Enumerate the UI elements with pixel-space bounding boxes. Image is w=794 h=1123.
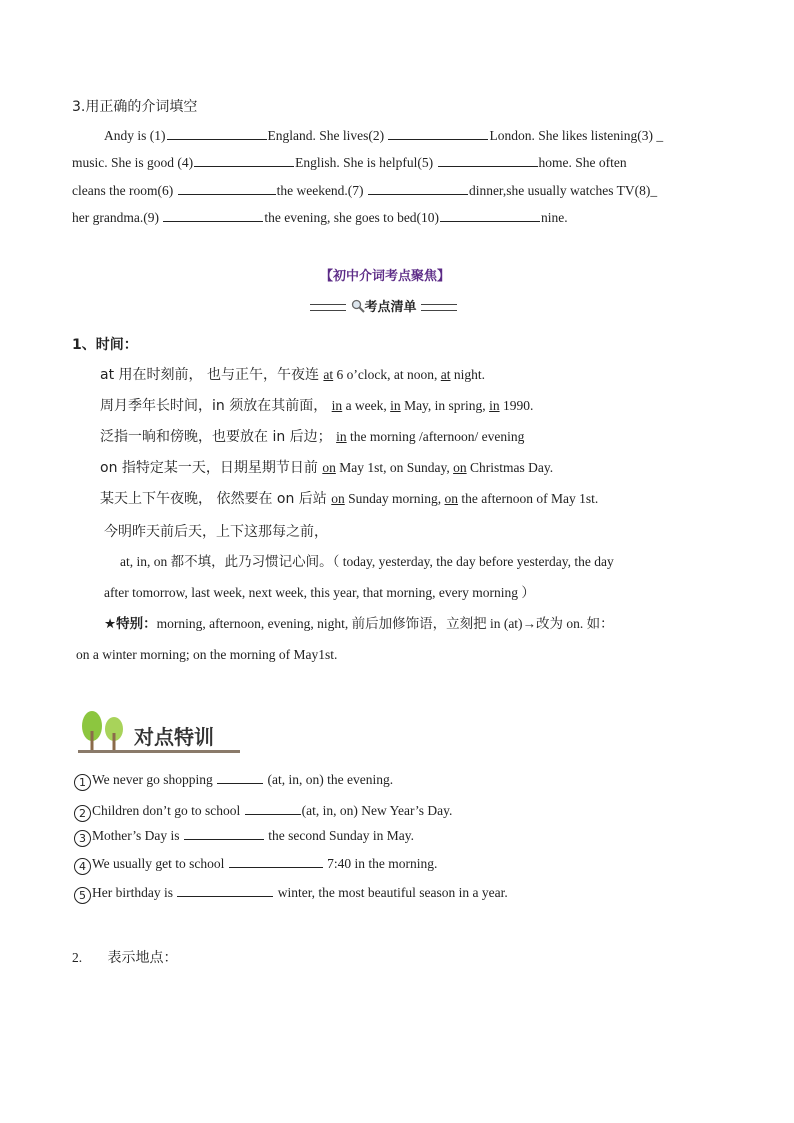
blank-2[interactable] (388, 128, 488, 140)
subtitle-text: 考点清单 (364, 300, 417, 315)
text: 6 o’clock, at noon, (333, 367, 441, 382)
blank-10[interactable] (440, 210, 540, 222)
training-item (74, 802, 452, 822)
prep: on (453, 460, 467, 475)
text: home. She often (538, 155, 627, 170)
rule-text: on 指特定某一天，日期星期节日前 (100, 460, 323, 476)
text: We never go shopping (92, 772, 217, 787)
training-item (74, 884, 508, 904)
text: a week, (342, 398, 391, 413)
divider (421, 304, 457, 311)
text: night. (450, 367, 486, 382)
section-subtitle (310, 296, 457, 317)
rule-text: 今明昨天前后天，上下这那每之前， (104, 524, 328, 540)
section-text: 表示地点： (107, 950, 178, 966)
text: May 1st, on Sunday, (335, 460, 454, 475)
rule-text: at 用在时刻前， 也与正午，午夜连 (100, 367, 324, 383)
exercise-line-1 (104, 127, 663, 145)
time-heading: 1、时间： (72, 337, 138, 353)
special-note (104, 615, 614, 633)
training-title: 对点特训 (134, 725, 214, 749)
training-item (74, 827, 414, 847)
item-number: 5 (74, 887, 91, 904)
magnifier-icon (351, 299, 365, 317)
rule-text: after tomorrow, last week, next week, this year, that morning, every morning ） (104, 585, 535, 600)
text: the weekend.(7) (276, 183, 367, 198)
text: music. She is good (4) (72, 155, 194, 170)
text: dinner,she usually watches TV(8)_ (468, 183, 658, 198)
exercise-line-4 (72, 209, 568, 227)
rule-text: 周月季年长时间，in 须放在其前面， (100, 398, 332, 414)
prep: in (390, 398, 401, 413)
text: (at, in, on) the evening. (264, 772, 394, 787)
text: the second Sunday in May. (264, 828, 414, 843)
blank-9[interactable] (163, 210, 263, 222)
item-number: 4 (74, 858, 91, 875)
text: 7:40 in the morning. (323, 856, 438, 871)
answer-blank[interactable] (229, 856, 323, 868)
answer-blank[interactable] (184, 828, 264, 840)
text: cleans the room(6) (72, 183, 177, 198)
exercise-line-2 (72, 154, 627, 172)
text: Her birthday is (92, 885, 177, 900)
text: English. She is helpful(5) (295, 155, 437, 170)
text: Children don’t go to school (92, 803, 244, 818)
rule-text: at, in, on 都不填，此乃习惯记心间。（ today, yesterday, the day before yesterday, the day (120, 554, 614, 569)
rule-row (100, 366, 485, 384)
text: the morning /afternoon/ evening (346, 429, 525, 444)
text: her grandma.(9) (72, 210, 163, 225)
prep: at (440, 367, 451, 382)
text: England. She lives(2) (267, 128, 388, 143)
tree-icon (78, 709, 138, 753)
text: winter, the most beautiful season in a year. (274, 885, 508, 900)
prep: in (489, 398, 500, 413)
rule-text: 某天上下午夜晚， 依然要在 on 后站 (100, 491, 332, 507)
text: Mother’s Day is (92, 828, 183, 843)
text: 1990. (499, 398, 534, 413)
rule-row (100, 490, 598, 508)
item-number: 1 (74, 774, 91, 791)
text: London. She likes listening(3) _ (489, 128, 664, 143)
text: (at, in, on) New Year’s Day. (301, 803, 453, 818)
text: We usually get to school (92, 856, 228, 871)
text: Christmas Day. (466, 460, 554, 475)
text: Sunday morning, (344, 491, 445, 506)
blank-4[interactable] (194, 155, 294, 167)
item-number: 2 (74, 805, 91, 822)
text: the evening, she goes to bed(10) (264, 210, 440, 225)
divider (310, 304, 346, 311)
exercise-line-3 (72, 182, 657, 200)
training-item (74, 855, 437, 875)
rule-text: 泛指一晌和傍晚，也要放在 in 后边； (100, 429, 337, 445)
answer-blank[interactable] (245, 803, 301, 815)
prep: at (323, 367, 334, 382)
text: nine. (541, 210, 568, 225)
blank-5[interactable] (438, 155, 538, 167)
prep: in (331, 398, 343, 413)
section-2-heading (72, 949, 178, 967)
item-number: 3 (74, 830, 91, 847)
section-number: 2. (72, 950, 83, 965)
blank-6[interactable] (178, 183, 276, 195)
section-title: 【初中介词考点聚焦】 (320, 269, 451, 284)
text: Andy is (1) (104, 128, 166, 143)
rule-row (100, 459, 553, 477)
special-label: ★特别： (104, 616, 157, 632)
answer-blank[interactable] (177, 885, 273, 897)
blank-1[interactable] (167, 128, 267, 140)
answer-blank[interactable] (217, 772, 263, 784)
prep: on (331, 491, 345, 506)
text: morning, afternoon, evening, night, 前后加修饰语，立刻把 in (at)→改为 on. 如： (156, 616, 614, 631)
banner-underline (78, 750, 240, 753)
text: May, in spring, (400, 398, 490, 413)
training-item (74, 771, 393, 791)
prep: on (322, 460, 336, 475)
exercise-3-title: 3.用正确的介词填空 (72, 99, 198, 115)
rule-row (100, 397, 533, 415)
blank-7[interactable] (368, 183, 468, 195)
text: the afternoon of May 1st. (458, 491, 599, 506)
prep: in (336, 429, 347, 444)
special-note-2: on a winter morning; on the morning of May1st. (76, 647, 338, 662)
prep: on (444, 491, 458, 506)
rule-row (100, 428, 524, 446)
training-banner (78, 709, 243, 755)
